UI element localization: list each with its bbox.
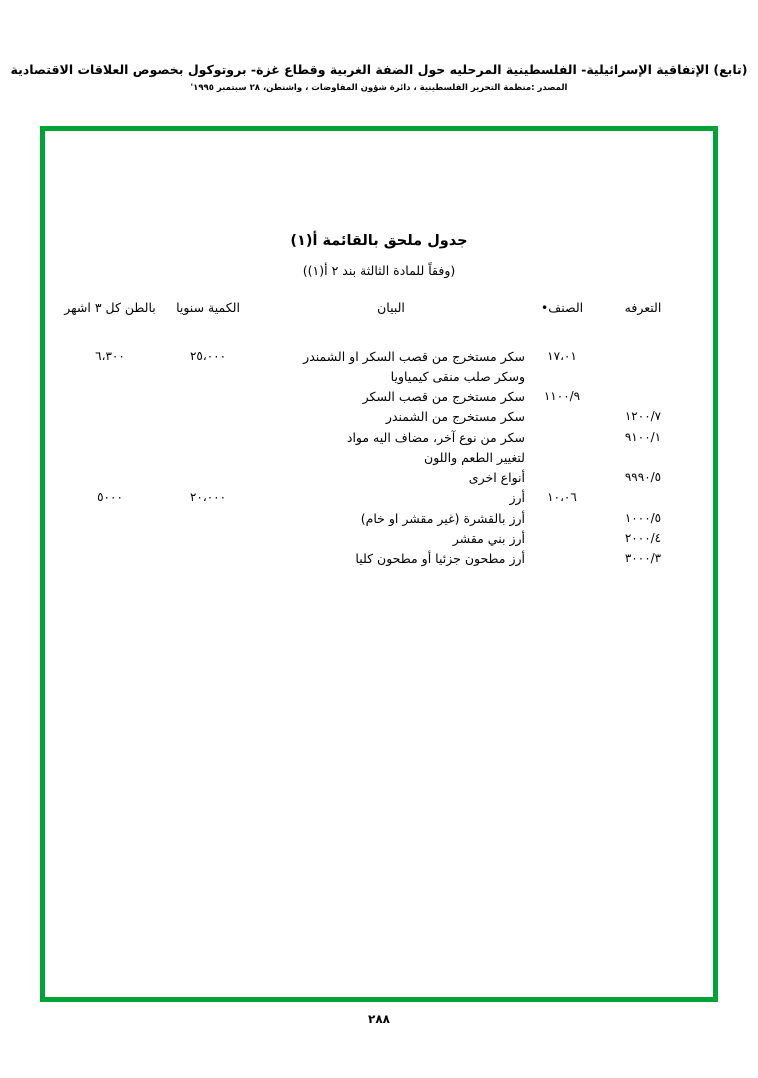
- cell-class: [525, 468, 599, 488]
- cell-tons-per-quarter: [61, 407, 159, 427]
- annex-title: جدول ملحق بالقائمة أ(١): [290, 233, 468, 249]
- cell-tariff: [599, 488, 687, 508]
- cell-annual-quantity: [159, 387, 257, 407]
- cell-tariff: [599, 367, 687, 387]
- cell-tons-per-quarter: [61, 448, 159, 468]
- cell-annual-quantity: ٢٠،٠٠٠: [189, 490, 227, 505]
- table-row: [61, 549, 687, 569]
- cell-annual-quantity: ٢٥،٠٠٠: [189, 348, 227, 363]
- cell-tons-per-quarter: ٦،٣٠٠: [95, 348, 125, 363]
- cell-tariff: ١٢٠٠/٧: [624, 409, 662, 424]
- table-row: [61, 407, 687, 427]
- cell-annual-quantity: [159, 367, 257, 387]
- cell-tariff: ١٠٠٠/٥: [624, 510, 662, 525]
- cell-annual-quantity: [159, 428, 257, 448]
- cell-tariff: ٢٠٠٠/٤: [624, 530, 662, 545]
- cell-annual-quantity: [159, 509, 257, 529]
- cell-class: ١٠،٠٦: [547, 490, 577, 505]
- column-header-annual-quantity: الكمية سنويا: [176, 299, 240, 315]
- table-row: [61, 468, 687, 488]
- cell-tons-per-quarter: ٥٠٠٠: [97, 490, 123, 505]
- table-row: [61, 488, 687, 508]
- table-row: [61, 347, 687, 367]
- annex-table-block: [45, 231, 713, 569]
- cell-tariff: ٩١٠٠/١: [624, 429, 662, 444]
- cell-description: سكر من نوع آخر، مضاف اليه مواد: [346, 429, 525, 445]
- cell-tons-per-quarter: [61, 387, 159, 407]
- table-row: [61, 529, 687, 549]
- cell-annual-quantity: [159, 529, 257, 549]
- cell-tariff: [599, 448, 687, 468]
- cell-tons-per-quarter: [61, 367, 159, 387]
- cell-description: لتغيير الطعم واللون: [424, 449, 525, 465]
- cell-description: أرز: [509, 490, 525, 506]
- cell-tariff: [599, 347, 687, 367]
- cell-annual-quantity: [159, 549, 257, 569]
- column-header-tons-per-quarter: بالطن كل ٣ اشهر: [64, 299, 156, 315]
- cell-description: أرز مطحون جزئيا أو مطحون كليا: [355, 551, 525, 567]
- cell-class: [525, 428, 599, 448]
- cell-tariff: ٣٠٠٠/٣: [624, 551, 662, 566]
- cell-annual-quantity: [159, 468, 257, 488]
- cell-description: أرز بالقشرة (غير مقشر او خام): [360, 510, 525, 526]
- cell-tons-per-quarter: [61, 549, 159, 569]
- column-header-tariff: التعرفه: [624, 299, 662, 315]
- cell-annual-quantity: [159, 407, 257, 427]
- cell-class: [525, 549, 599, 569]
- cell-annual-quantity: [159, 448, 257, 468]
- cell-class: [525, 448, 599, 468]
- cell-description: أرز بني مقشر: [452, 530, 525, 546]
- table-row: [61, 367, 687, 387]
- table-header-spacer: [61, 317, 687, 347]
- table-row: [61, 387, 687, 407]
- annex-subtitle: (وفقاً للمادة الثالثة بند ٢ أ(١)): [302, 262, 456, 278]
- annex-table: [61, 299, 687, 570]
- table-header-row: [61, 299, 687, 317]
- table-row: [61, 448, 687, 468]
- annex-title-block: [71, 231, 687, 281]
- cell-description: سكر مستخرج من الشمندر: [385, 409, 525, 425]
- cell-tariff: ٩٩٩٠/٥: [624, 470, 662, 485]
- column-header-description: البيان: [377, 299, 405, 315]
- cell-description: سكر مستخرج من قصب السكر او الشمندر: [303, 348, 525, 364]
- page-number: ٢٨٨: [368, 1012, 390, 1026]
- cell-class: ١٧،٠١: [547, 348, 577, 363]
- cell-tariff: [599, 387, 687, 407]
- cell-tons-per-quarter: [61, 468, 159, 488]
- document-header: [0, 62, 758, 94]
- cell-class: [525, 407, 599, 427]
- cell-class: ١١٠٠/٩: [543, 389, 581, 404]
- table-header: [61, 299, 687, 347]
- document-title: (تابع) الإتفاقية الإسرائيلية- الفلسطينية المرحليه حول الضفة الغربية وقطاع غزة- بروتوكول بخصوص العلاقات الاقتصادية: [10, 62, 748, 77]
- column-header-class: الصنف•: [540, 299, 584, 315]
- cell-description: أنواع اخرى: [468, 470, 525, 486]
- cell-class: [525, 367, 599, 387]
- cell-tons-per-quarter: [61, 509, 159, 529]
- document-source-line: المصدر :منظمة التحرير الفلسطينية ، دائرة شؤون المفاوضات ، واشنطن، ٢٨ سبتمبر ١٩٩٥': [190, 82, 568, 93]
- cell-tons-per-quarter: [61, 428, 159, 448]
- green-border-frame: [40, 126, 718, 1002]
- cell-tons-per-quarter: [61, 529, 159, 549]
- table-row: [61, 509, 687, 529]
- cell-class: [525, 529, 599, 549]
- cell-description: وسكر صلب منقى كيمياويا: [390, 368, 525, 384]
- table-row: [61, 428, 687, 448]
- cell-class: [525, 509, 599, 529]
- cell-description: سكر مستخرج من قصب السكر: [362, 389, 525, 405]
- table-body: [61, 347, 687, 570]
